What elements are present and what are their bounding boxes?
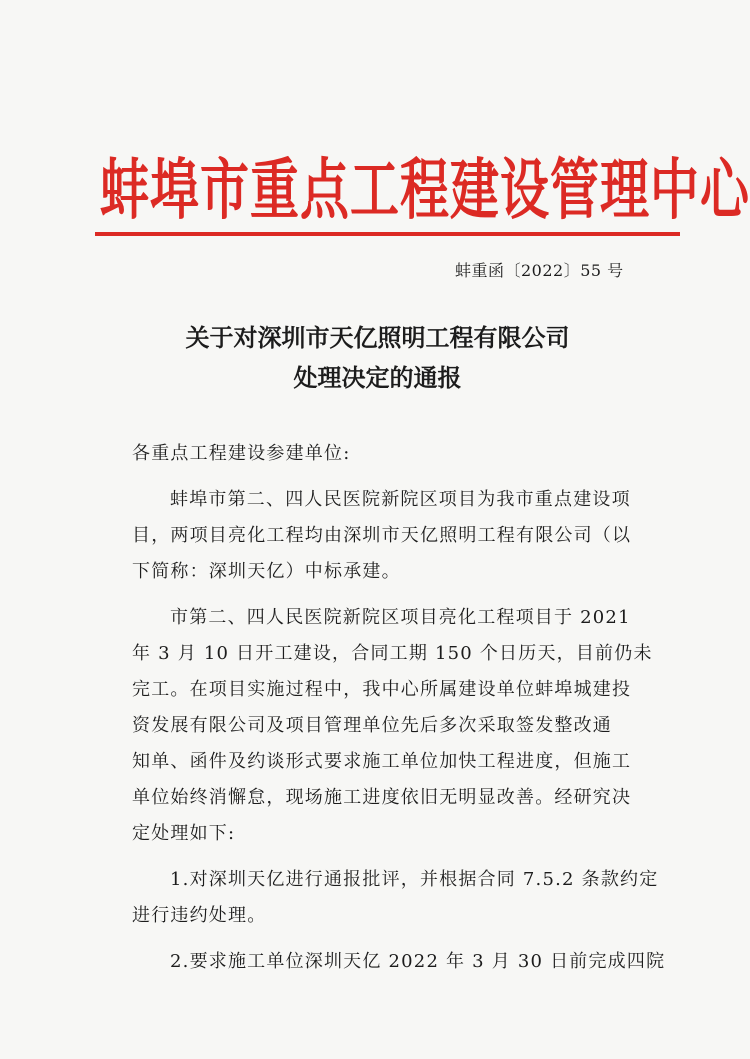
paragraph-1 bbox=[132, 482, 652, 590]
paragraph-line: 下简称：深圳天亿）中标承建。 bbox=[132, 561, 401, 582]
paragraph-line: 年 3 月 10 日开工建设，合同工期 150 个日历天，目前仍未 bbox=[132, 643, 653, 664]
salutation: 各重点工程建设参建单位: bbox=[132, 443, 351, 464]
red-header-rule bbox=[95, 232, 680, 236]
paragraph-line: 知单、函件及约谈形式要求施工单位加快工程进度，但施工 bbox=[132, 751, 632, 772]
document-title-line-2: 处理决定的通报 bbox=[293, 363, 462, 392]
paragraph-line: 完工。在项目实施过程中，我中心所属建设单位蚌埠城建投 bbox=[132, 679, 632, 700]
paragraph-line: 蚌埠市第二、四人民医院新院区项目为我市重点建设项 bbox=[170, 489, 631, 510]
paragraph-line: 资发展有限公司及项目管理单位先后多次采取签发整改通 bbox=[132, 715, 612, 736]
issuing-organization-title: 蚌埠市重点工程建设管理中心 bbox=[100, 150, 750, 229]
paragraph-line: 1.对深圳天亿进行通报批评，并根据合同 7.5.2 条款约定 bbox=[170, 869, 659, 890]
paragraph-line: 定处理如下: bbox=[132, 823, 236, 844]
document-title-line-1: 关于对深圳市天亿照明工程有限公司 bbox=[185, 323, 570, 352]
paragraph-line: 进行违约处理。 bbox=[132, 905, 267, 926]
paragraph-line: 市第二、四人民医院新院区项目亮化工程项目于 2021 bbox=[170, 607, 631, 628]
paragraph-4 bbox=[132, 944, 666, 980]
document-number: 蚌重函〔2022〕55 号 bbox=[455, 261, 624, 280]
document-body bbox=[132, 436, 666, 980]
paragraph-2 bbox=[132, 600, 652, 852]
paragraph-line: 2.要求施工单位深圳天亿 2022 年 3 月 30 日前完成四院 bbox=[170, 951, 666, 972]
paragraph-3 bbox=[132, 862, 659, 934]
document-title bbox=[90, 318, 665, 398]
paragraph-line: 目，两项目亮化工程均由深圳市天亿照明工程有限公司（以 bbox=[132, 525, 632, 546]
paragraph-line: 单位始终消懈怠，现场施工进度依旧无明显改善。经研究决 bbox=[132, 787, 632, 808]
